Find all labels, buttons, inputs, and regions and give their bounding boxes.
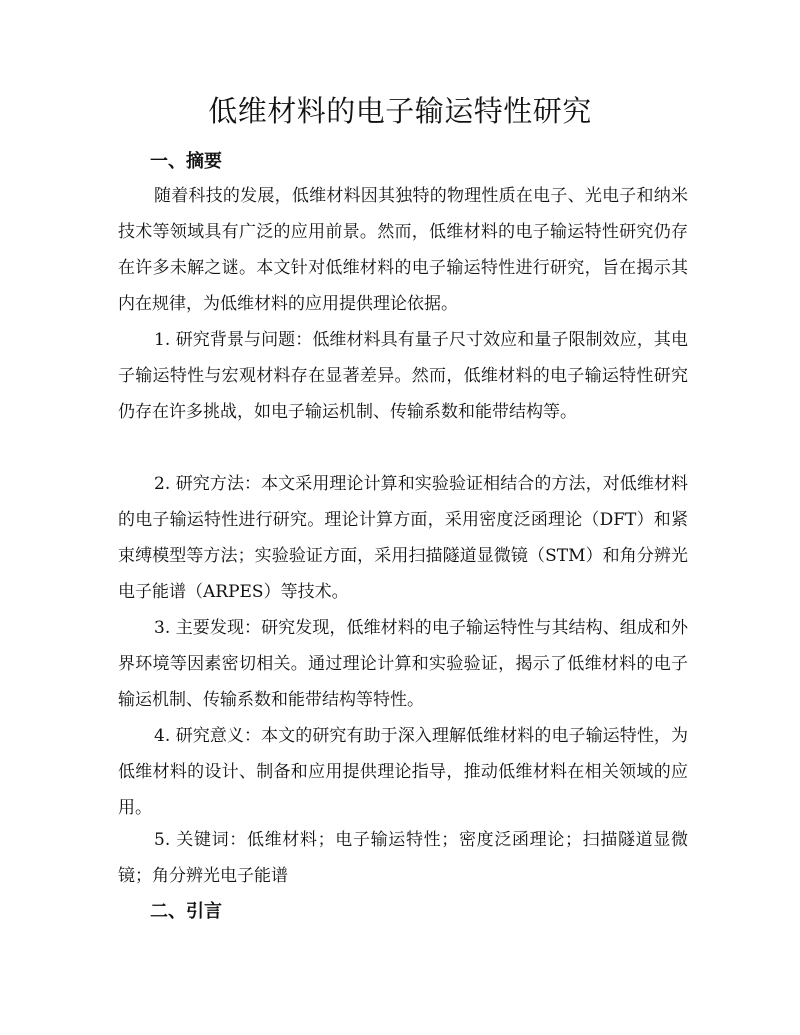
section-heading-abstract: 一、摘要 — [150, 151, 222, 172]
abstract-item-findings: 3. 主要发现：研究发现，低维材料的电子输运特性与其结构、组成和外界环境等因素密切相关。通过理论计算和实验验证，揭示了低维材料的电子输运机制、传输系数和能带结构等特性。 — [118, 618, 688, 710]
abstract-paragraph-intro: 随着科技的发展，低维材料因其独特的物理性质在电子、光电子和纳米技术等领域具有广泛的应用前景。然而，低维材料的电子输运特性研究仍存在许多未解之谜。本文针对低维材料的电子输运特性进行研究，旨在揭示其内在规律，为低维材料的应用提供理论依据。 — [118, 186, 688, 314]
abstract-item-background: 1. 研究背景与问题：低维材料具有量子尺寸效应和量子限制效应，其电子输运特性与宏观材料存在显著差异。然而，低维材料的电子输运特性研究仍存在许多挑战，如电子输运机制、传输系数和能带结构等。 — [118, 330, 688, 422]
abstract-item-significance: 4. 研究意义：本文的研究有助于深入理解低维材料的电子输运特性，为低维材料的设计、制备和应用提供理论指导，推动低维材料在相关领域的应用。 — [118, 726, 688, 818]
abstract-item-methods: 2. 研究方法：本文采用理论计算和实验验证相结合的方法，对低维材料的电子输运特性进行研究。理论计算方面，采用密度泛函理论（DFT）和紧束缚模型等方法；实验验证方面，采用扫描隧道显微镜（STM）和角分辨光电子能谱（ARPES）等技术。 — [118, 474, 688, 602]
section-heading-introduction: 二、引言 — [150, 901, 222, 922]
abstract-item-keywords: 5. 关键词：低维材料；电子输运特性；密度泛函理论；扫描隧道显微镜；角分辨光电子能谱 — [118, 830, 688, 886]
document-title: 低维材料的电子输运特性研究 — [208, 94, 592, 128]
